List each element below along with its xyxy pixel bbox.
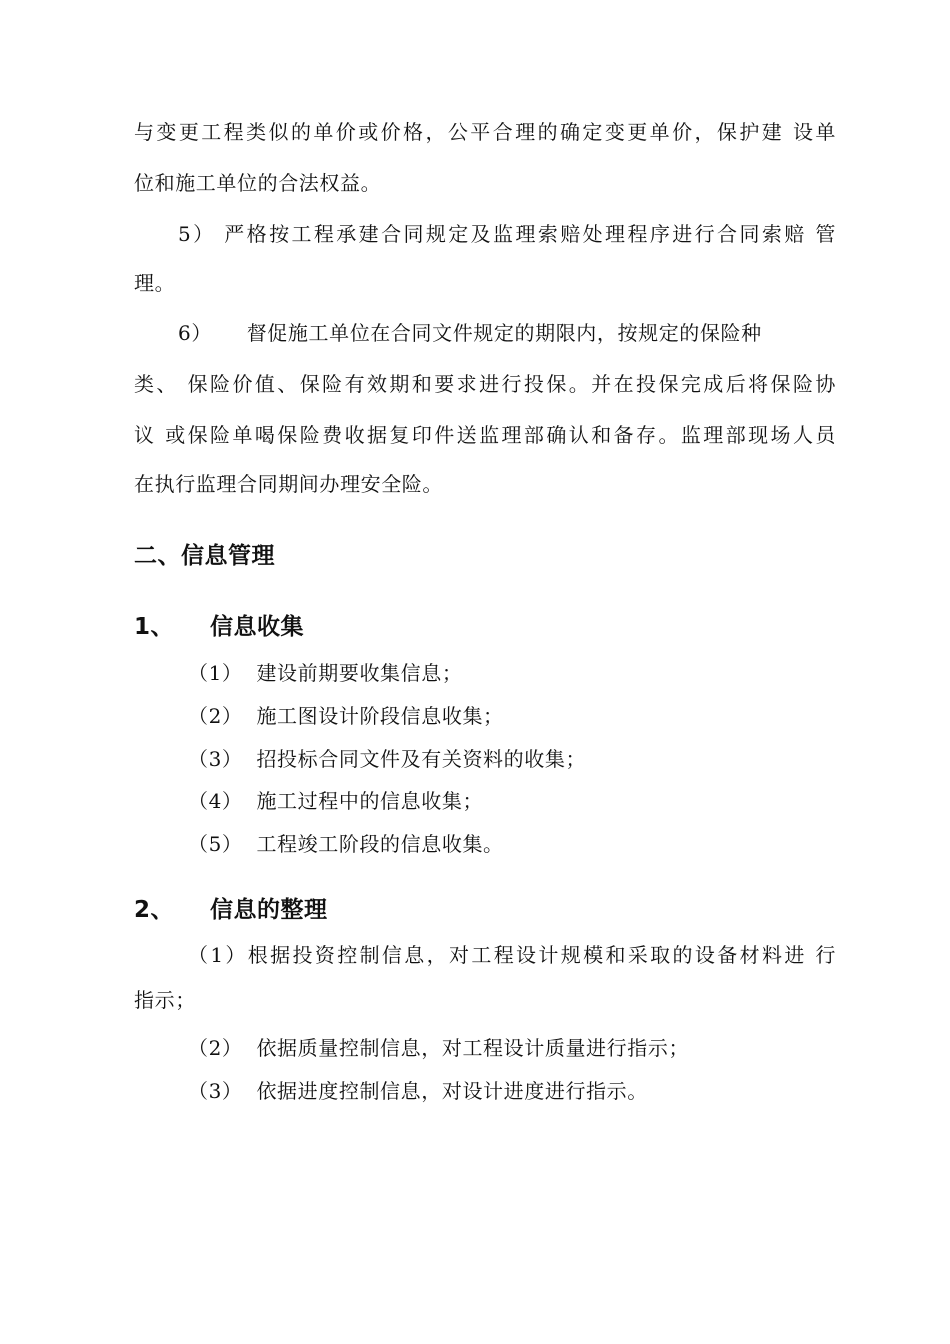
subsection-number: 1、 (134, 614, 175, 640)
subsection-number: 2、 (134, 897, 175, 923)
list-item: （3） 招投标合同文件及有关资料的收集； (188, 747, 587, 771)
paragraph-line: 类、 保险价值、保险有效期和要求进行投保。并在投保完成后将保险协 (134, 372, 836, 396)
list-item: （1） 建设前期要收集信息； (188, 661, 463, 685)
subsection-heading (134, 612, 304, 642)
list-item: （1）根据投资控制信息，对工程设计规模和采取的设备材料进 行 (188, 943, 836, 967)
paragraph-line: 在执行监理合同期间办理安全险。 (134, 472, 443, 496)
paragraph-line: 议 或保险单喝保险费收据复印件送监理部确认和备存。监理部现场人员 (134, 423, 836, 447)
list-item-continuation: 指示； (134, 988, 196, 1012)
paragraph-line: 6） 督促施工单位在合同文件规定的期限内，按规定的保险种 (178, 321, 762, 345)
list-item: （2） 施工图设计阶段信息收集； (188, 704, 504, 728)
section-heading: 二、信息管理 (134, 543, 275, 569)
subsection-heading (134, 895, 328, 925)
paragraph-line: 与变更工程类似的单价或价格，公平合理的确定变更单价，保护建 设单 (134, 120, 836, 144)
list-item: （5） 工程竣工阶段的信息收集。 (188, 832, 504, 856)
list-item: （2） 依据质量控制信息，对工程设计质量进行指示； (188, 1036, 690, 1060)
subsection-title: 信息收集 (210, 614, 304, 640)
paragraph-line: 位和施工单位的合法权益。 (134, 171, 382, 195)
paragraph-line: 理。 (134, 271, 176, 295)
paragraph-line: 5） 严格按工程承建合同规定及监理索赔处理程序进行合同索赔 管 (178, 222, 836, 246)
list-item: （4） 施工过程中的信息收集； (188, 789, 484, 813)
subsection-title: 信息的整理 (210, 897, 328, 923)
list-item: （3） 依据进度控制信息，对设计进度进行指示。 (188, 1079, 648, 1103)
